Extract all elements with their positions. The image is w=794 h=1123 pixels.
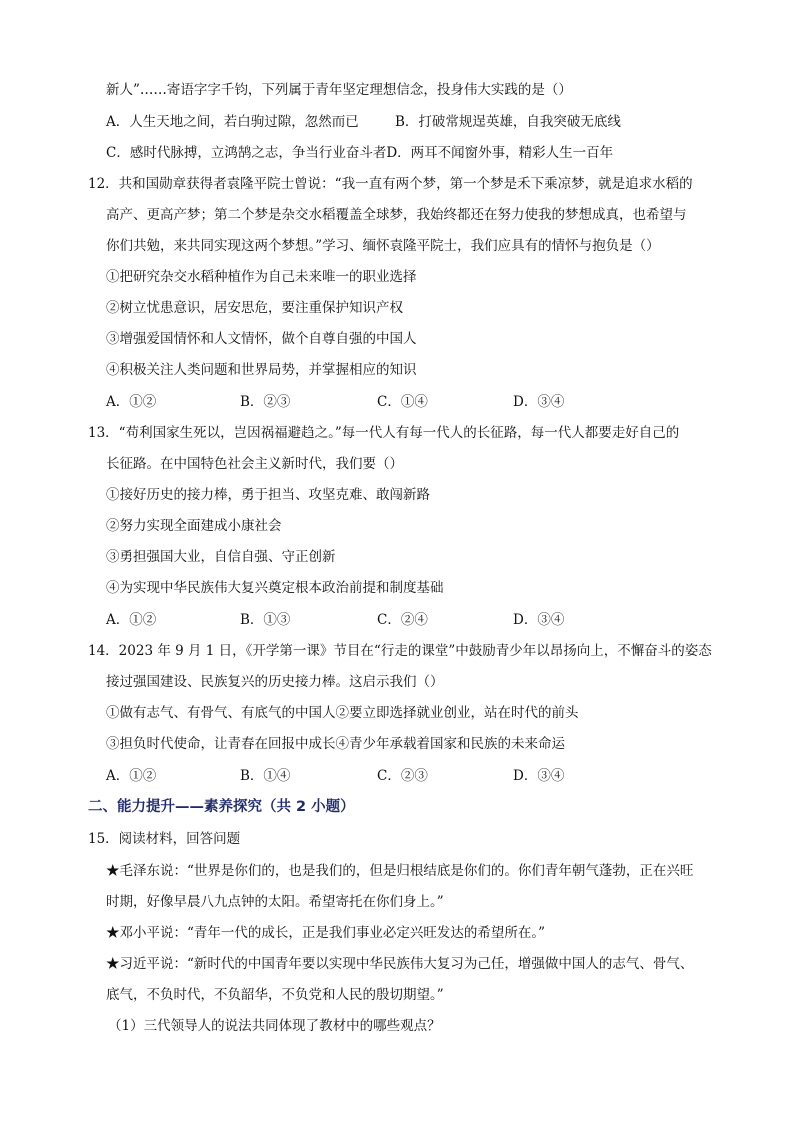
q12-option-b: B．②③: [240, 394, 291, 410]
q13-option-a: A．①②: [106, 612, 157, 628]
q14-option-c: C．②③: [377, 768, 428, 784]
q14-option-b: B．①④: [240, 768, 291, 784]
q12-option-d: D．③④: [513, 394, 565, 410]
q15-xi-quote-line-2: 底气，不负时代，不负韶华，不负党和人民的殷切期望。”: [106, 987, 444, 1003]
q15-mao-quote-line-1: ★毛泽东说：“世界是你们的，也是我们的，但是归根结底是你们的。你们青年朝气蓬勃，正在兴旺: [106, 863, 694, 879]
q12-option-c: C．①④: [377, 394, 428, 410]
q13-item-4: ④为实现中华民族伟大复兴奠定根本政治前提和制度基础: [106, 580, 444, 596]
section-heading: 二、能力提升——素养探究（共 2 小题）: [88, 799, 355, 815]
q12-item-2: ②树立忧患意识，居安思危，要注重保护知识产权: [106, 300, 403, 316]
q15-subquestion-1: （1）三代领导人的说法共同体现了教材中的哪些观点？: [108, 1018, 441, 1034]
q11-stem-line: 新人”……寄语字字千钧，下列属于青年坚定理想信念，投身伟大实践的是（）: [106, 82, 572, 98]
q14-items-line-1: ①做有志气、有骨气、有底气的中国人②要立即选择就业创业，站在时代的前头: [106, 705, 579, 721]
q12-stem-line-3: 你们共勉，来共同实现这两个梦想。”学习、缅怀袁隆平院士，我们应具有的情怀与抱负是（）: [106, 238, 660, 254]
q13-option-b: B．①③: [240, 612, 291, 628]
q12-item-1: ①把研究杂交水稻种植作为自己未来唯一的职业选择: [106, 269, 417, 285]
q15-deng-quote: ★邓小平说：“青年一代的成长，正是我们事业必定兴旺发达的希望所在。”: [106, 925, 546, 941]
q11-option-b: B．打破常规逞英雄，自我突破无底线: [395, 114, 621, 130]
q15-stem: 15．阅读材料，回答问题: [88, 831, 241, 847]
q15-mao-quote-line-2: 时期，好像早晨八九点钟的太阳。希望寄托在你们身上。”: [106, 894, 444, 910]
q12-item-3: ③增强爱国情怀和人文情怀，做个自尊自强的中国人: [106, 331, 417, 347]
q12-item-4: ④积极关注人类问题和世界局势，并掌握相应的知识: [106, 362, 417, 378]
q13-option-c: C．②④: [377, 612, 428, 628]
q11-options-cd: C．感时代脉搏，立鸿鹄之志，争当行业奋斗者D．两耳不闻窗外事，精彩人生一百年: [106, 145, 614, 161]
q15-xi-quote-line-1: ★习近平说：“新时代的中国青年要以实现中华民族伟大复习为己任，增强做中国人的志气、骨气、: [106, 956, 694, 972]
q13-item-1: ①接好历史的接力棒，勇于担当、攻坚克难、敢闯新路: [106, 487, 430, 503]
q14-option-a: A．①②: [106, 768, 157, 784]
q13-option-d: D．③④: [513, 612, 565, 628]
q11-option-a: A．人生天地之间，若白驹过隙，忽然而已: [106, 114, 359, 130]
q12-stem-line-1: 12．共和国勋章获得者袁隆平院士曾说：“我一直有两个梦，第一个梦是禾下乘凉梦，就是追求水稻的: [88, 176, 693, 192]
q13-stem-line-2: 长征路。在中国特色社会主义新时代，我们要（）: [106, 456, 403, 472]
q14-stem-line-2: 接过强国建设、民族复兴的历史接力棒。这启示我们（）: [106, 674, 444, 690]
q13-stem-line-1: 13．“苟利国家生死以，岂因祸福避趋之。”每一代人有每一代人的长征路，每一代人都要走好自己的: [88, 425, 680, 441]
q14-stem-line-1: 14．2023 年 9 月 1 日，《开学第一课》节目在“行走的课堂”中鼓励青少年以昂扬向上，不懈奋斗的姿态: [88, 643, 712, 659]
q13-item-3: ③勇担强国大业，自信自强、守正创新: [106, 549, 336, 565]
q13-item-2: ②努力实现全面建成小康社会: [106, 518, 282, 534]
q12-stem-line-2: 高产、更高产梦；第二个梦是杂交水稻覆盖全球梦，我始终都还在努力使我的梦想成真，也希望与: [106, 207, 687, 223]
q14-items-line-2: ③担负时代使命，让青春在回报中成长④青少年承载着国家和民族的未来命运: [106, 736, 565, 752]
q14-option-d: D．③④: [513, 768, 565, 784]
q12-option-a: A．①②: [106, 394, 157, 410]
